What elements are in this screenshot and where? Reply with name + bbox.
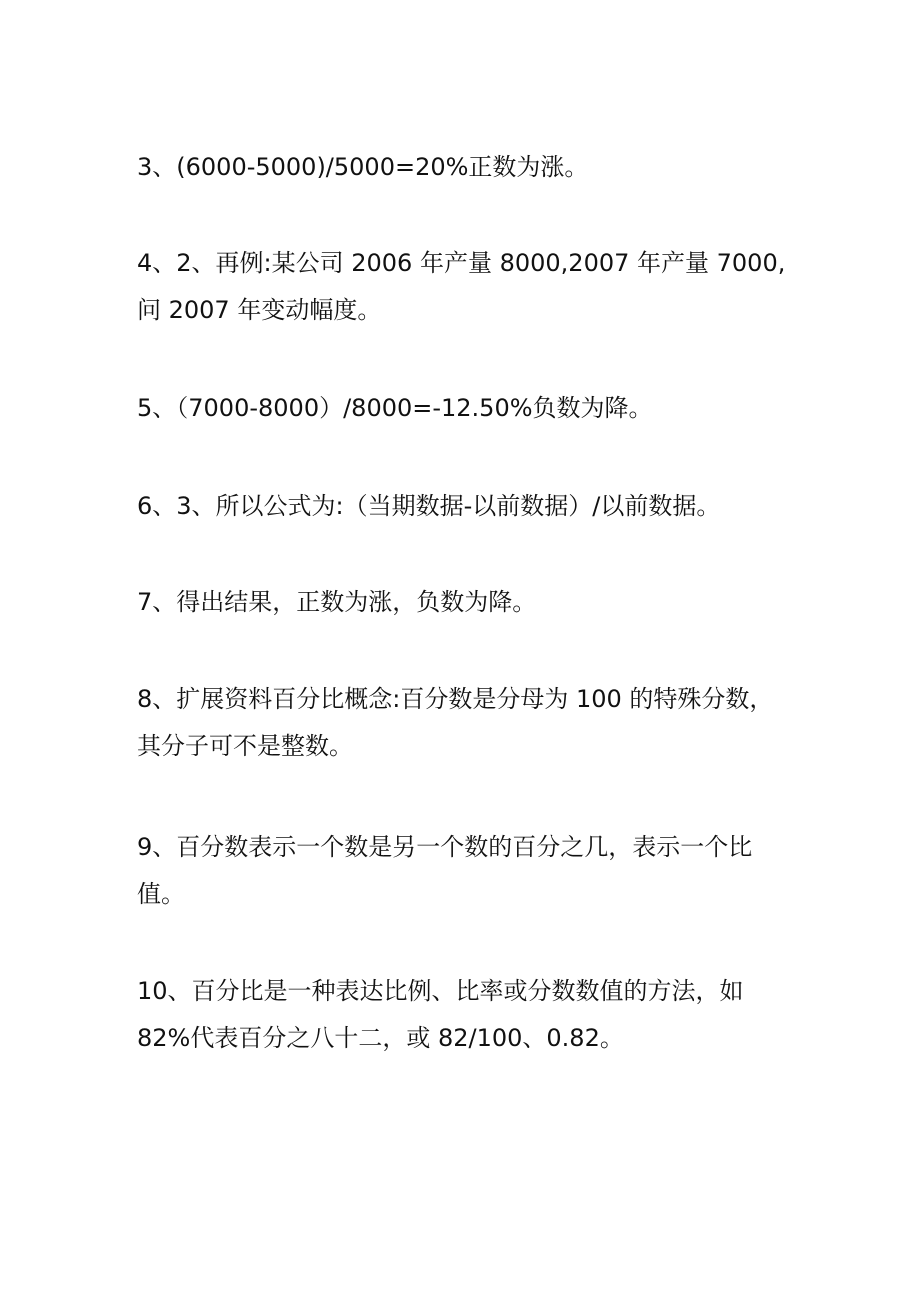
paragraph-line: 7、得出结果，正数为涨，负数为降。 [137, 588, 537, 616]
paragraph-line: 10、百分比是一种表达比例、比率或分数数值的方法，如 [137, 977, 744, 1005]
paragraph-5 [137, 385, 777, 432]
paragraph-line: 8、扩展资料百分比概念:百分数是分母为 100 的特殊分数， [137, 685, 774, 713]
paragraph-line: 其分子可不是整数。 [137, 732, 353, 760]
paragraph-line: 值。 [137, 880, 185, 908]
paragraph-line: 3、(6000-5000)/5000=20%正数为涨。 [137, 153, 589, 181]
paragraph-line: 4、2、再例:某公司 2006 年产量 8000,2007 年产量 7000, [137, 249, 786, 277]
paragraph-8 [137, 676, 777, 770]
paragraph-3 [137, 144, 777, 191]
paragraph-10 [137, 968, 777, 1062]
paragraph-4 [137, 240, 786, 334]
paragraph-line: 5、（7000-8000）/8000=-12.50%负数为降。 [137, 394, 653, 422]
paragraph-9 [137, 824, 777, 918]
paragraph-7 [137, 579, 777, 626]
paragraph-6 [137, 483, 777, 530]
paragraph-line: 6、3、所以公式为:（当期数据-以前数据）/以前数据。 [137, 492, 721, 520]
paragraph-line: 82%代表百分之八十二，或 82/100、0.82。 [137, 1024, 624, 1052]
paragraph-line: 问 2007 年变动幅度。 [137, 296, 382, 324]
paragraph-line: 9、百分数表示一个数是另一个数的百分之几，表示一个比 [137, 833, 753, 861]
